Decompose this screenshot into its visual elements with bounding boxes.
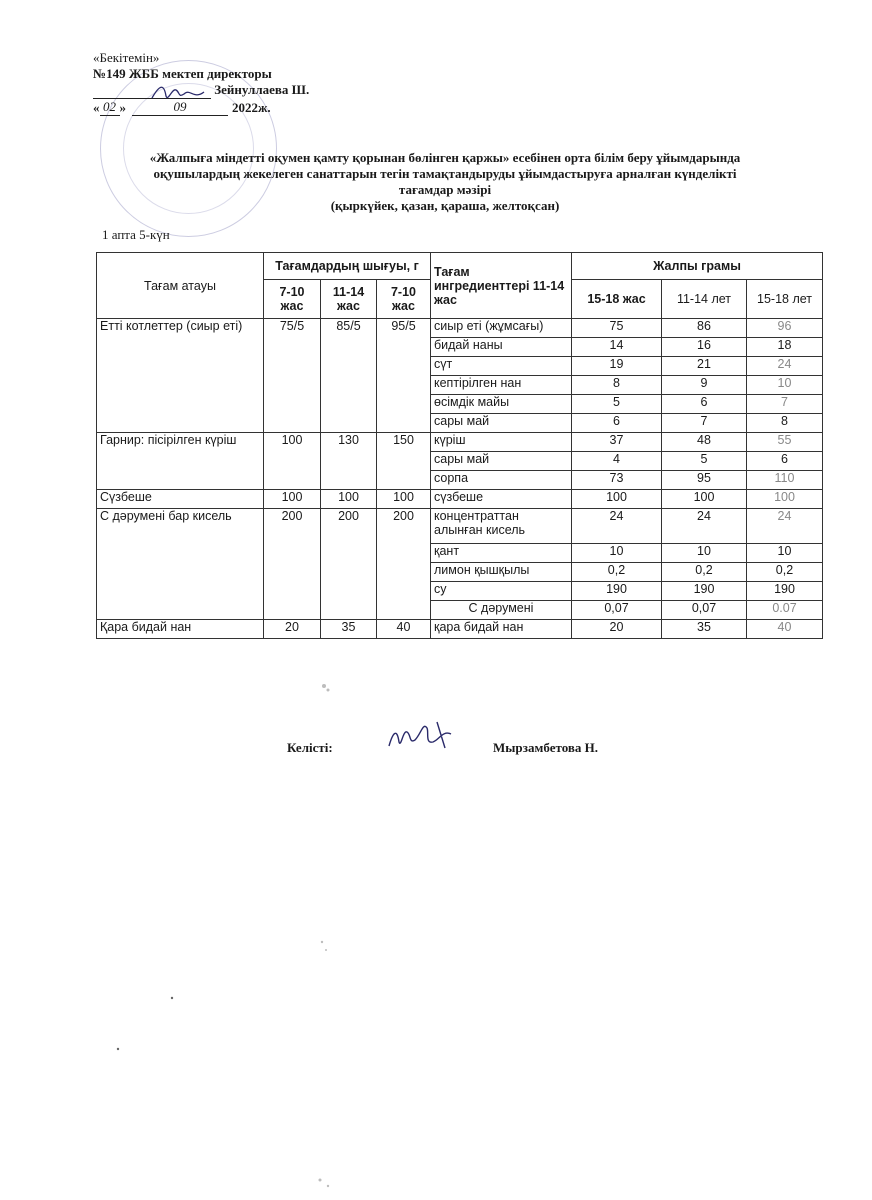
- ingredient-value: 10: [662, 544, 747, 563]
- title-line-1: «Жалпыға міндетті оқумен қамту қорынан бөлінген қаржы» есебінен орта білім беру ұйымдарында: [149, 150, 741, 165]
- ingredient-value: 48: [662, 433, 747, 452]
- ingredient-value: 6: [572, 414, 662, 433]
- ingredient-value: 100: [572, 490, 662, 509]
- dish-yield: 130: [321, 433, 377, 490]
- ingredient-value: 190: [747, 582, 823, 601]
- ingredient-value: 24: [747, 509, 823, 544]
- agreed-signature: [385, 718, 457, 754]
- table-row: [97, 490, 823, 509]
- approval-position: №149 ЖББ мектеп директоры: [93, 66, 272, 81]
- ingredient-value: 10: [572, 544, 662, 563]
- ingredient-value: 96: [747, 319, 823, 338]
- title-line-2: оқушылардың жекелеген санаттарын тегін тамақтандыруды ұйымдастыруға арналған күнделікті: [153, 166, 737, 181]
- director-signature: [150, 82, 206, 104]
- dish-yield: 200: [264, 509, 321, 620]
- ingredient-value: 0,2: [572, 563, 662, 582]
- ingredient-name: бидай наны: [431, 338, 572, 357]
- ingredient-value: 10: [747, 544, 823, 563]
- ingredient-name: С дәрумені: [431, 601, 572, 620]
- date-close-quote: »: [119, 100, 126, 115]
- director-name: Зейнуллаева Ш.: [214, 82, 310, 97]
- dish-name: Сүзбеше: [97, 490, 264, 509]
- ingredient-value: 8: [747, 414, 823, 433]
- ingredient-value: 6: [747, 452, 823, 471]
- table-row: [97, 509, 823, 544]
- ingredient-name: лимон қышқылы: [431, 563, 572, 582]
- ingredient-value: 35: [662, 620, 747, 639]
- header-ingredients: Тағам ингредиенттері 11-14 жас: [431, 253, 572, 319]
- ingredient-name: қант: [431, 544, 572, 563]
- table-row: [97, 433, 823, 452]
- dish-yield: 150: [377, 433, 431, 490]
- ingredient-name: су: [431, 582, 572, 601]
- approval-title: «Бекітемін»: [93, 50, 160, 65]
- header-yield-age: 7-10 жас: [264, 280, 321, 319]
- ingredient-value: 5: [572, 395, 662, 414]
- dish-yield: 95/5: [377, 319, 431, 433]
- dish-yield: 200: [321, 509, 377, 620]
- agreed-name: Мырзамбетова Н.: [493, 740, 599, 755]
- dish-yield: 100: [377, 490, 431, 509]
- dish-yield: 100: [264, 490, 321, 509]
- ingredient-name: сорпа: [431, 471, 572, 490]
- ingredient-value: 14: [572, 338, 662, 357]
- table-body: [97, 319, 823, 639]
- dish-yield: 200: [377, 509, 431, 620]
- table-row: [97, 319, 823, 338]
- ingredient-value: 95: [662, 471, 747, 490]
- ingredient-value: 0,2: [662, 563, 747, 582]
- ingredient-value: 7: [747, 395, 823, 414]
- dish-yield: 75/5: [264, 319, 321, 433]
- ingredient-value: 55: [747, 433, 823, 452]
- ingredient-name: сиыр еті (жұмсағы): [431, 319, 572, 338]
- header-yield-age: 11-14 жас: [321, 280, 377, 319]
- dish-name: Қара бидай нан: [97, 620, 264, 639]
- dish-name: Етті котлеттер (сиыр еті): [97, 319, 264, 433]
- header-yield: Тағамдардың шығуы, г: [264, 253, 431, 280]
- ingredient-value: 7: [662, 414, 747, 433]
- ingredient-value: 16: [662, 338, 747, 357]
- dish-yield: 20: [264, 620, 321, 639]
- menu-title: [95, 150, 795, 214]
- ingredient-value: 21: [662, 357, 747, 376]
- ingredient-value: 24: [662, 509, 747, 544]
- table-header-row-1: [97, 253, 823, 280]
- ingredient-value: 19: [572, 357, 662, 376]
- dish-yield: 100: [321, 490, 377, 509]
- ingredient-value: 5: [662, 452, 747, 471]
- ingredient-value: 8: [572, 376, 662, 395]
- ingredient-value: 10: [747, 376, 823, 395]
- header-total-age: 11-14 лет: [662, 280, 747, 319]
- title-line-3: тағамдар мәзірі: [398, 182, 492, 197]
- date-month: 09: [132, 99, 228, 116]
- ingredient-name: сары май: [431, 414, 572, 433]
- ingredient-name: кептірілген нан: [431, 376, 572, 395]
- date-day: 02: [100, 99, 120, 116]
- ingredient-name: концентраттан алынған кисель: [431, 509, 572, 544]
- date-year: 2022ж.: [232, 100, 271, 115]
- ingredient-value: 75: [572, 319, 662, 338]
- ingredient-value: 24: [747, 357, 823, 376]
- ingredient-value: 190: [572, 582, 662, 601]
- dish-yield: 40: [377, 620, 431, 639]
- dish-name: Гарнир: пісірілген күріш: [97, 433, 264, 490]
- dish-yield: 100: [264, 433, 321, 490]
- header-total: Жалпы грамы: [572, 253, 823, 280]
- ingredient-value: 37: [572, 433, 662, 452]
- ingredient-name: сүзбеше: [431, 490, 572, 509]
- ingredient-value: 0,07: [572, 601, 662, 620]
- header-total-age: 15-18 лет: [747, 280, 823, 319]
- ingredient-name: өсімдік майы: [431, 395, 572, 414]
- ingredient-name: сары май: [431, 452, 572, 471]
- ingredient-name: қара бидай нан: [431, 620, 572, 639]
- ingredient-value: 4: [572, 452, 662, 471]
- header-dish: Тағам атауы: [97, 253, 264, 319]
- ingredient-value: 40: [747, 620, 823, 639]
- ingredient-value: 73: [572, 471, 662, 490]
- ingredient-value: 20: [572, 620, 662, 639]
- dish-name: С дәрумені бар кисель: [97, 509, 264, 620]
- ingredient-name: күріш: [431, 433, 572, 452]
- dish-yield: 35: [321, 620, 377, 639]
- table-row: [97, 620, 823, 639]
- agreed-label: Келісті:: [287, 740, 333, 755]
- ingredient-value: 110: [747, 471, 823, 490]
- ingredient-value: 86: [662, 319, 747, 338]
- ingredient-value: 0.07: [747, 601, 823, 620]
- ingredient-value: 24: [572, 509, 662, 544]
- ingredient-value: 100: [662, 490, 747, 509]
- ingredient-value: 190: [662, 582, 747, 601]
- dish-yield: 85/5: [321, 319, 377, 433]
- ingredient-value: 0,2: [747, 563, 823, 582]
- day-label: 1 апта 5-күн: [102, 227, 170, 242]
- ingredient-value: 0,07: [662, 601, 747, 620]
- ingredient-value: 100: [747, 490, 823, 509]
- ingredient-name: сүт: [431, 357, 572, 376]
- header-yield-age: 7-10 жас: [377, 280, 431, 319]
- ingredient-value: 6: [662, 395, 747, 414]
- date-open-quote: «: [93, 100, 100, 115]
- header-total-age: 15-18 жас: [572, 280, 662, 319]
- ingredient-value: 9: [662, 376, 747, 395]
- ingredient-value: 18: [747, 338, 823, 357]
- menu-table: [96, 252, 823, 639]
- title-months: (қыркүйек, қазан, қараша, желтоқсан): [330, 198, 560, 213]
